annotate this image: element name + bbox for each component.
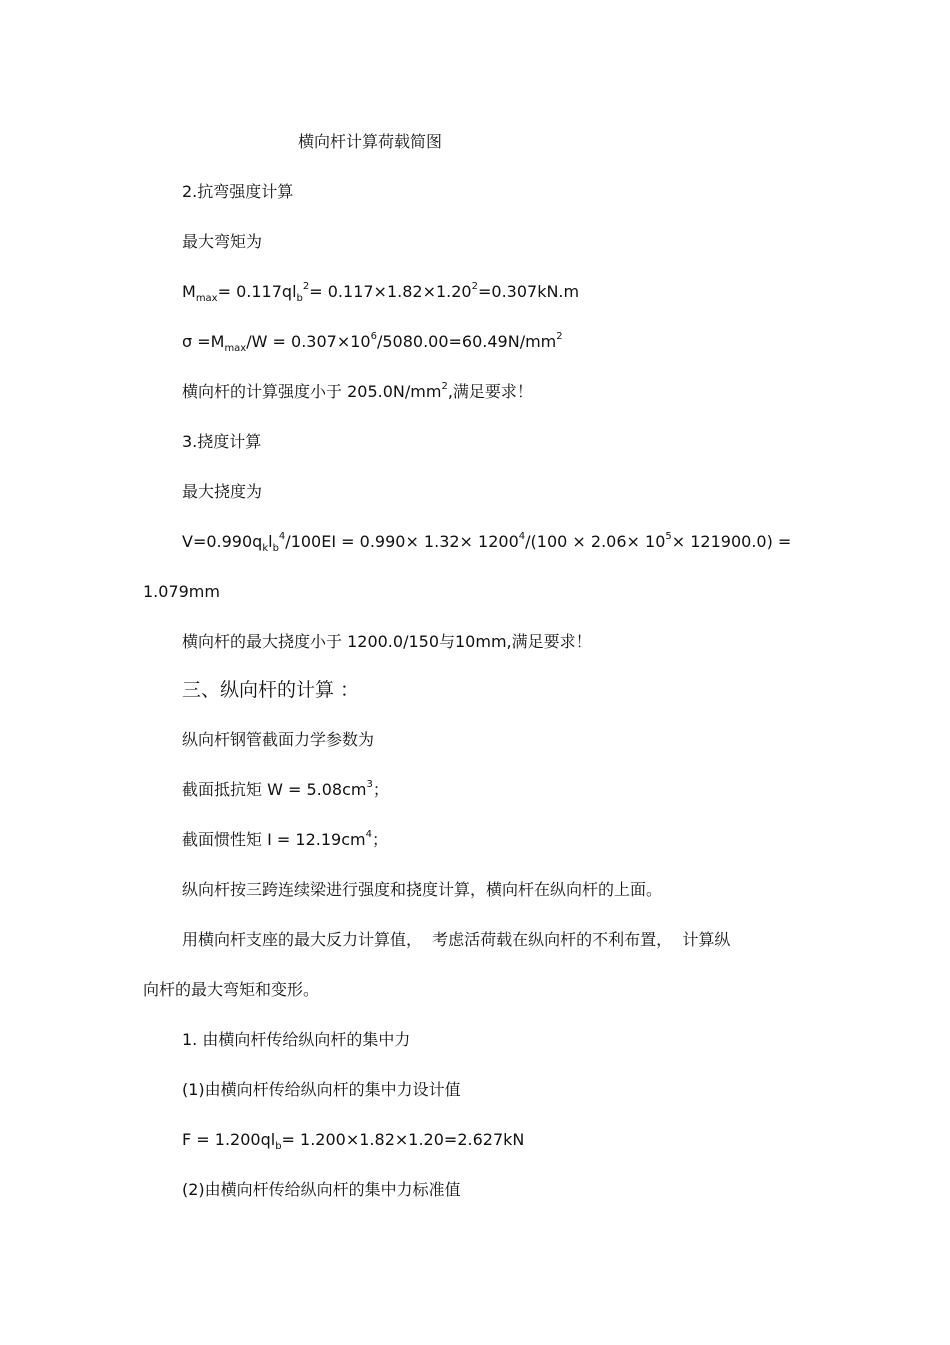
- deflection-result: 1.079mm: [143, 582, 220, 601]
- max-moment-label: 最大弯矩为: [182, 232, 263, 251]
- figure-caption: 横向杆计算荷载简图: [298, 132, 443, 151]
- section-title-bending: 2.抗弯强度计算: [182, 182, 294, 201]
- paragraph-method: 纵向杆按三跨连续梁进行强度和挠度计算，横向杆在纵向杆的上面。: [182, 880, 663, 899]
- force-formula: $F = 1.200ql_b= 1.200\times 1.82\times 1.20=2.627kN$: [182, 1130, 525, 1153]
- paragraph-load-line2: 向杆的最大弯矩和变形。: [143, 980, 320, 999]
- moment-of-inertia-line: 截面惯性矩 $I = 12.19cm^4$；: [182, 829, 388, 849]
- max-deflection-label: 最大挠度为: [182, 482, 263, 501]
- item-concentrated-force: 1. 由横向杆传给纵向杆的集中力: [182, 1030, 411, 1049]
- sigma-formula: $\sigma =M_{max}/W = 0.307\times 10^6/5080.00=60.49N/mm^2$: [182, 331, 563, 355]
- mmax-formula: $M_{max}= 0.117ql_b^2= 0.117\times 1.82\times 1.20^2=0.307kN.m$: [182, 281, 580, 305]
- item-design-value: (1)由横向杆传给纵向杆的集中力设计值: [182, 1080, 461, 1099]
- paragraph-load-line1: 用横向杆支座的最大反力计算值， 考虑活荷载在纵向杆的不利布置， 计算纵: [182, 930, 731, 949]
- deflection-check: 横向杆的最大挠度小于 1200.0/150与10mm,满足要求！: [182, 632, 592, 651]
- section-heading-longitudinal: 三、纵向杆的计算 ：: [182, 679, 360, 701]
- section-title-deflection: 3.挠度计算: [182, 432, 262, 451]
- section-modulus-line: 截面抵抗矩 $W = 5.08cm^3$；: [182, 779, 389, 799]
- item-standard-value: (2)由横向杆传给纵向杆的集中力标准值: [182, 1180, 461, 1199]
- deflection-formula: $V=0.990q_kl_b^4/100EI = 0.990\times 1.32\times 1200^4/(100 \times 2.06\times 10^5\times 121900.0)$ =: [182, 531, 792, 555]
- section-params-label: 纵向杆钢管截面力学参数为: [182, 730, 375, 749]
- strength-check: 横向杆的计算强度小于 $205.0N/mm^2$,满足要求！: [182, 381, 533, 401]
